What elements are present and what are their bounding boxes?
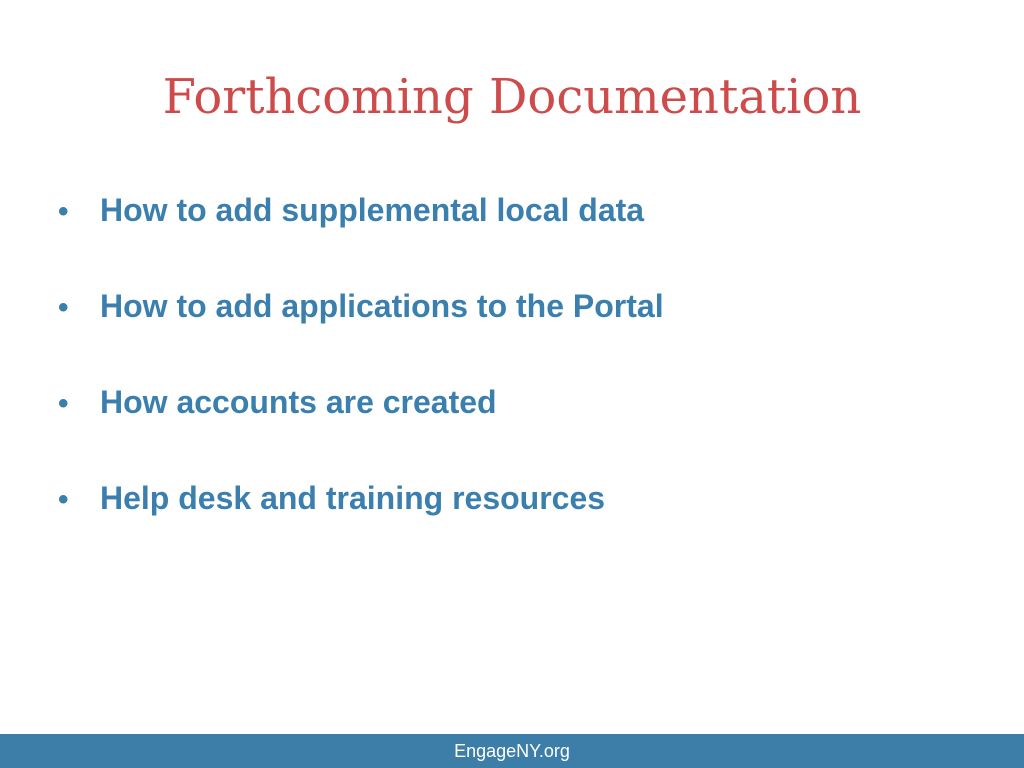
bullet-icon: • (58, 291, 69, 324)
list-item (58, 378, 664, 426)
footer-bar (0, 734, 1024, 768)
bullet-list (58, 186, 664, 570)
bullet-text: How to add applications to the Portal (100, 288, 664, 324)
footer-text: EngageNY.org (454, 741, 570, 761)
list-item (58, 282, 664, 330)
bullet-text: How to add supplemental local data (100, 192, 645, 228)
list-item (58, 186, 664, 234)
slide-title: Forthcoming Documentation (162, 69, 862, 125)
bullet-text: Help desk and training resources (100, 480, 606, 516)
list-item (58, 474, 664, 522)
bullet-icon: • (58, 195, 69, 228)
bullet-icon: • (58, 483, 69, 516)
bullet-text: How accounts are created (100, 384, 497, 420)
bullet-icon: • (58, 387, 69, 420)
